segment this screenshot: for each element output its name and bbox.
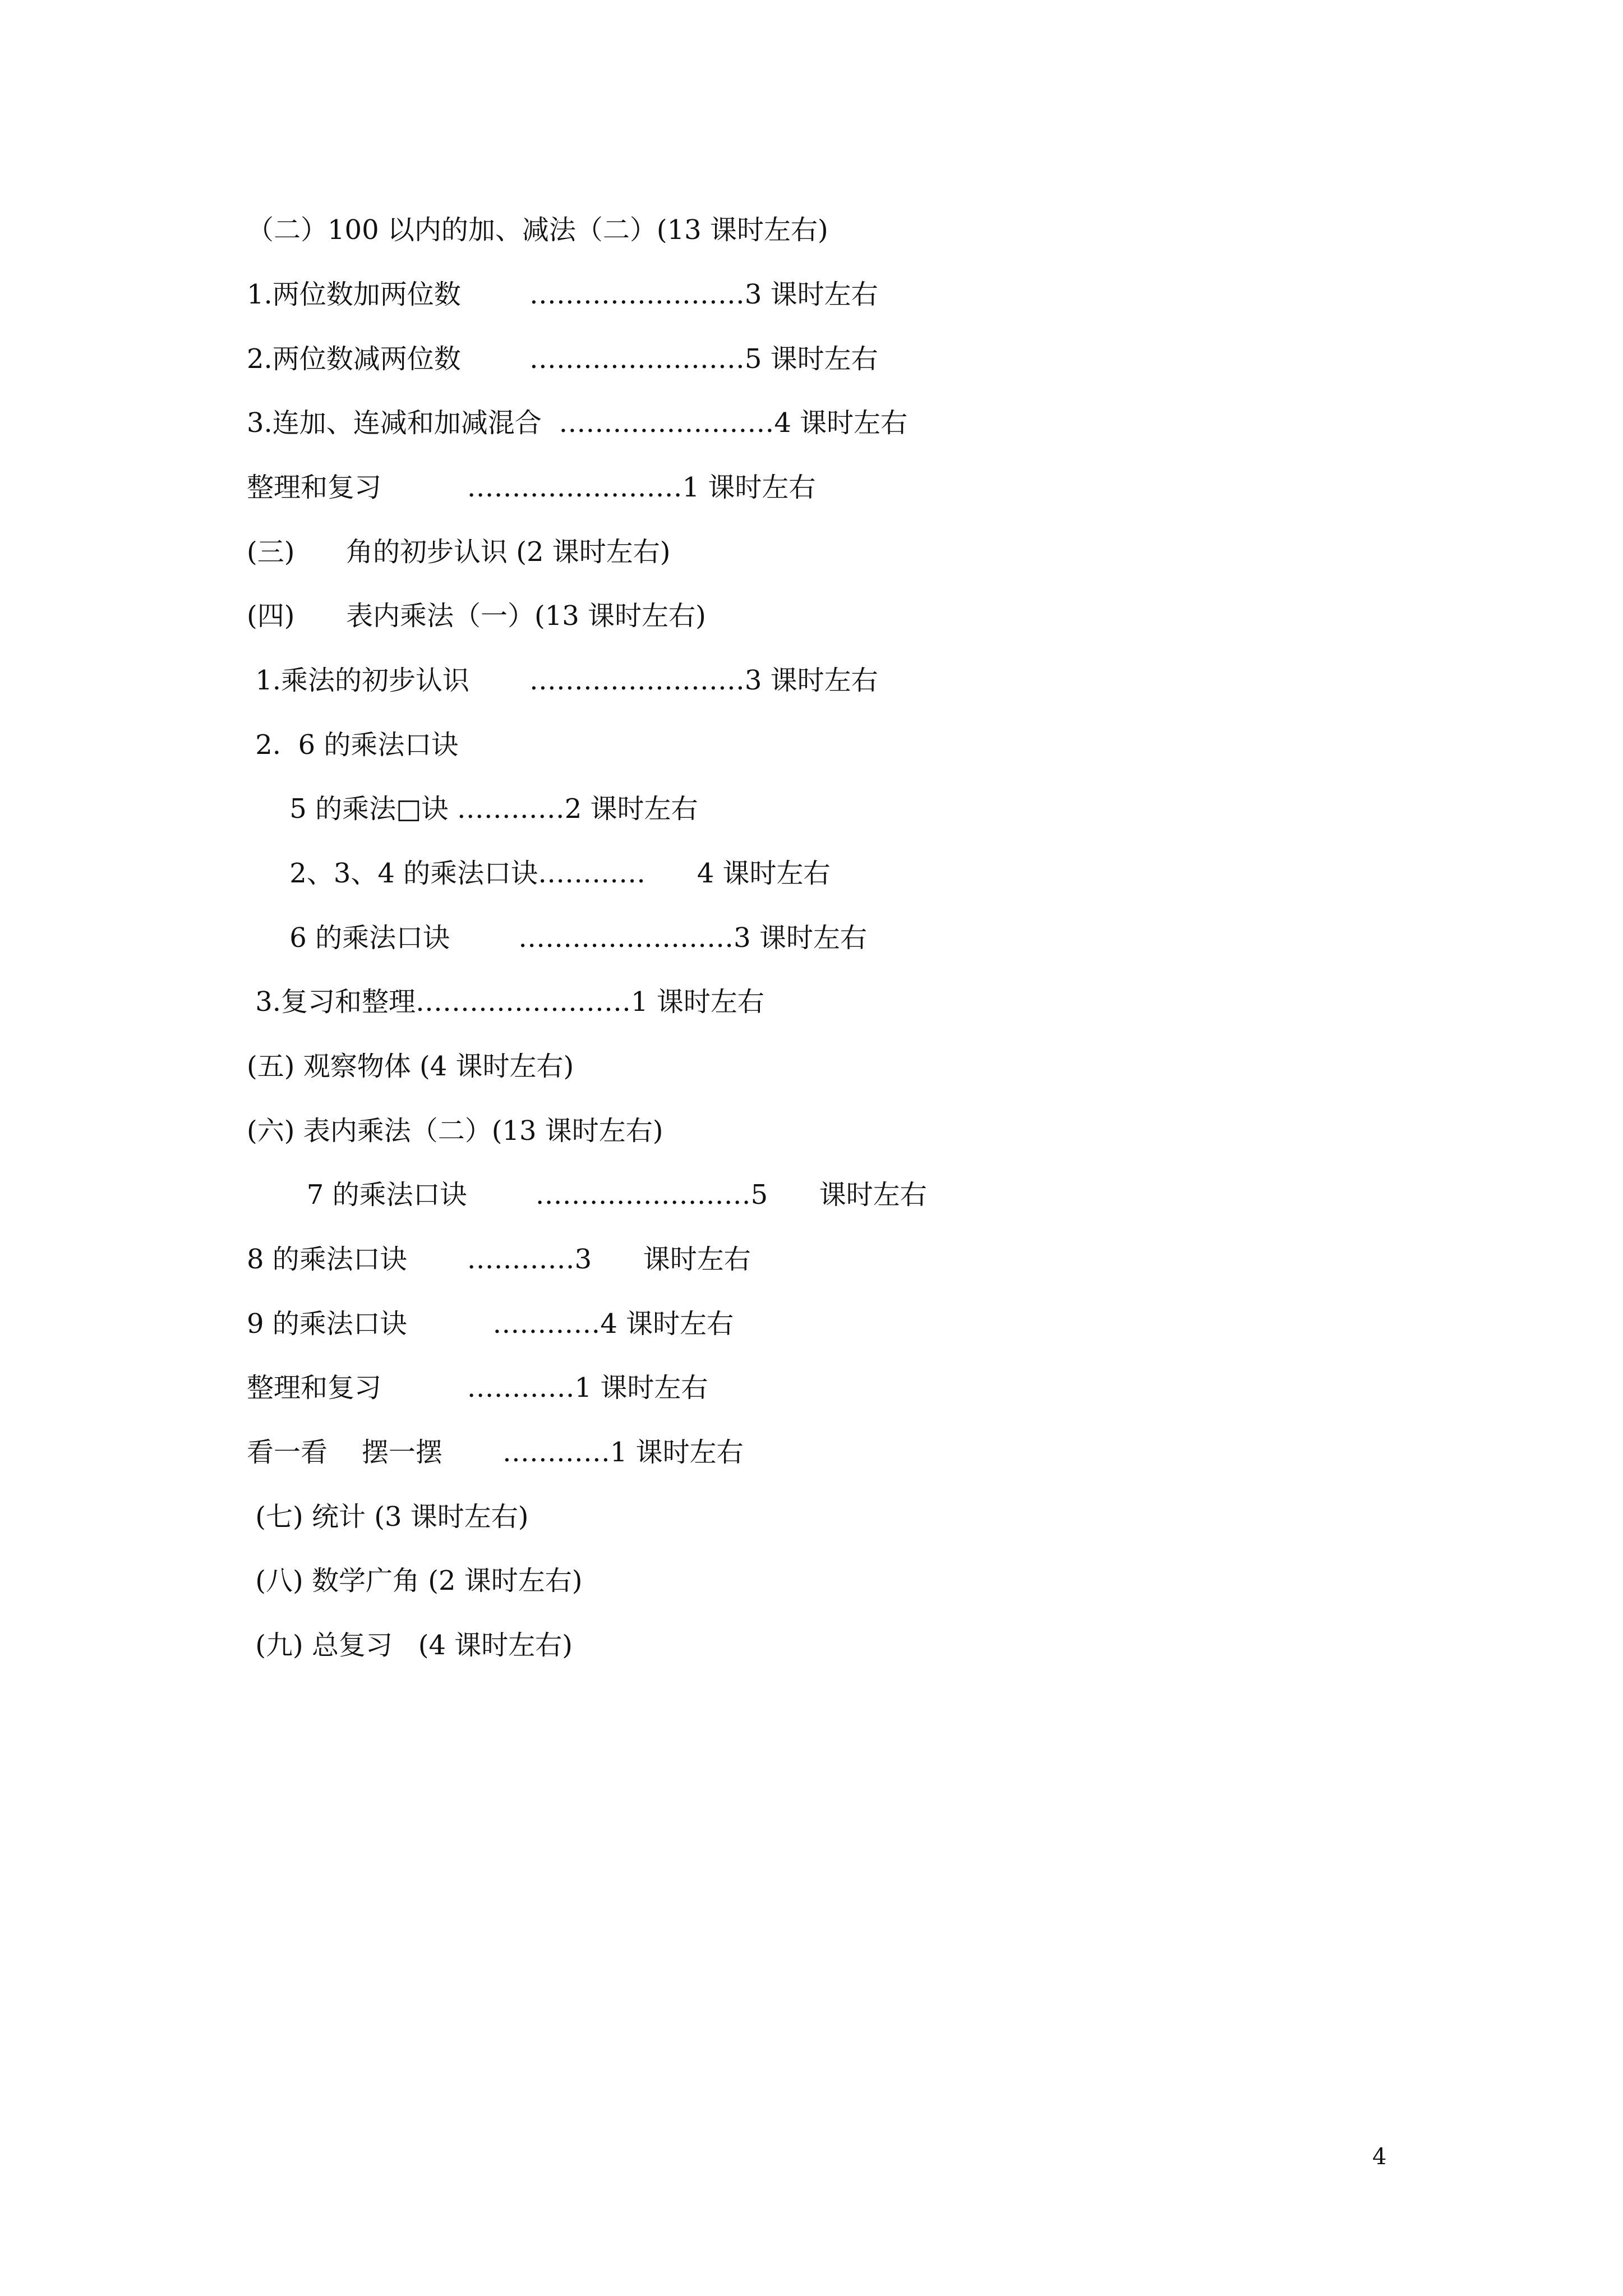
lesson-item: 看一看 摆一摆 …………1 课时左右	[247, 1437, 744, 1468]
lesson-item: 2.两位数减两位数 ……………………5 课时左右	[247, 343, 878, 375]
section-heading: (四) 表内乘法（一）(13 课时左右)	[247, 600, 706, 632]
lesson-item: 1.两位数加两位数 ……………………3 课时左右	[247, 279, 878, 310]
lesson-subitem: 5 的乘法□诀 …………2 课时左右	[247, 793, 698, 825]
section-heading: (八) 数学广角 (2 课时左右)	[247, 1565, 583, 1596]
lesson-item: 3.连加、连减和加减混合 ……………………4 课时左右	[247, 407, 908, 439]
section-heading: (三) 角的初步认识 (2 课时左右)	[247, 536, 671, 568]
lesson-item: 3.复习和整理……………………1 课时左右	[247, 986, 764, 1018]
section-heading: (六) 表内乘法（二）(13 课时左右)	[247, 1115, 663, 1147]
lesson-item: 整理和复习 …………1 课时左右	[247, 1372, 708, 1404]
lesson-item: 2. 6 的乘法口诀	[247, 729, 459, 761]
lesson-item: 整理和复习 ……………………1 课时左右	[247, 472, 816, 503]
lesson-subitem: 2、3、4 的乘法口诀………… 4 课时左右	[247, 858, 831, 889]
section-heading: (七) 统计 (3 课时左右)	[247, 1501, 529, 1533]
lesson-subitem: 6 的乘法口诀 ……………………3 课时左右	[247, 922, 867, 954]
lesson-item: 9 的乘法口诀 …………4 课时左右	[247, 1308, 734, 1340]
lesson-item: 8 的乘法口诀 …………3 课时左右	[247, 1244, 751, 1275]
section-heading: (九) 总复习 (4 课时左右)	[247, 1630, 573, 1661]
page-number: 4	[1372, 2144, 1387, 2170]
section-heading: （二）100 以内的加、减法（二）(13 课时左右)	[247, 214, 828, 246]
lesson-subitem: 7 的乘法口诀 ……………………5 课时左右	[247, 1179, 927, 1211]
section-heading: (五) 观察物体 (4 课时左右)	[247, 1051, 574, 1082]
lesson-item: 1.乘法的初步认识 ……………………3 课时左右	[247, 665, 878, 696]
